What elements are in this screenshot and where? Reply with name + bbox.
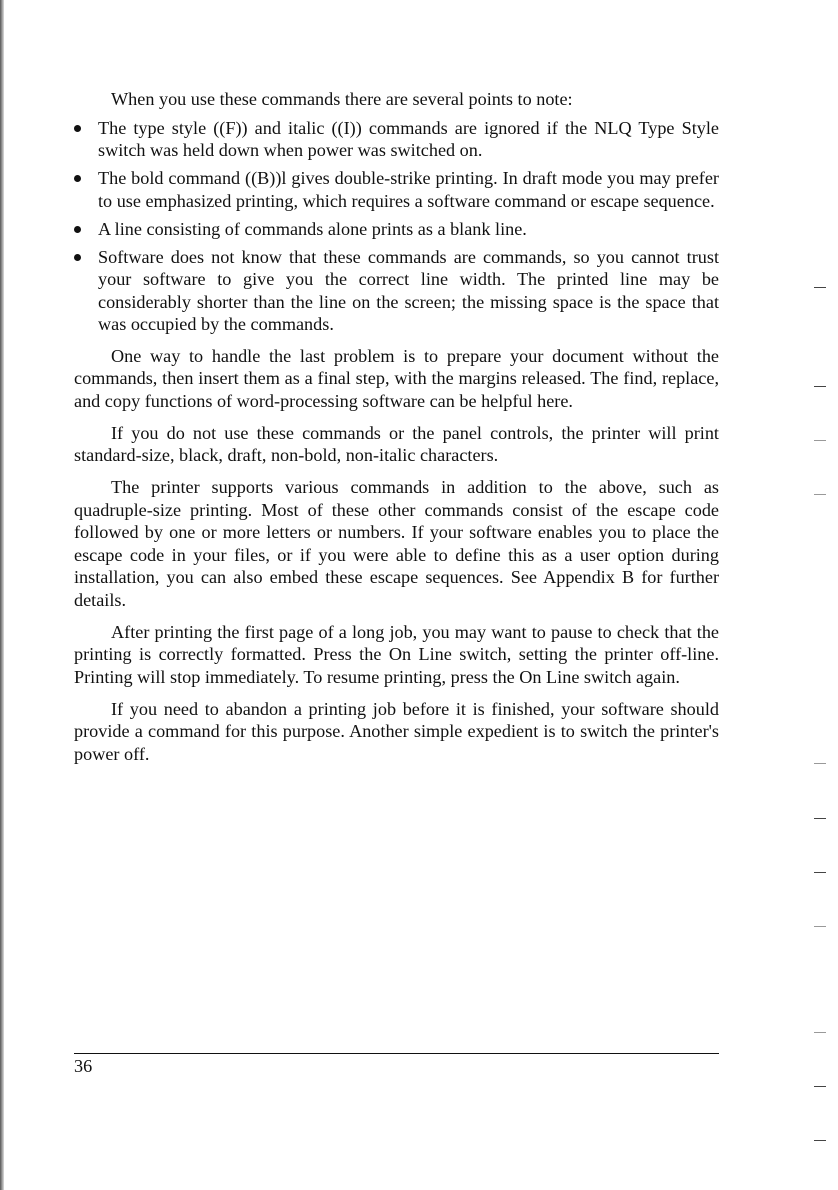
margin-mark <box>814 818 826 819</box>
paragraph: The printer supports various commands in addition to the above, such as quadruple-size printing. Most of these other commands consist of the escape code followed by one or more letters or numbers. If your software enables you to place the escape code in your files, or if you were able to define this as a user option during installation, you can also embed these escape sequences. See Appendix B for further details. <box>74 477 719 610</box>
bullet-icon <box>74 125 81 132</box>
page-body <box>74 88 719 775</box>
paragraph: If you need to abandon a printing job before it is finished, your software should provide a command for this purpose. Another simple expedient is to switch the printer's power off. <box>74 698 719 764</box>
intro-text: When you use these commands there are several points to note: <box>111 89 573 109</box>
bullet-icon <box>74 226 81 233</box>
bullet-icon <box>74 254 81 261</box>
margin-mark <box>814 872 826 873</box>
list-item-text: Software does not know that these commands are commands, so you cannot trust your software to give you the correct line width. The printed line may be considerably shorter than the line on the screen; the missing space is the space that was occupied by the commands. <box>98 246 719 334</box>
list-item-text: The type style ((F)) and italic ((I)) commands are ignored if the NLQ Type Style switch was held down when power was switched on. <box>98 117 719 160</box>
margin-mark <box>814 287 826 288</box>
list-item <box>74 218 719 241</box>
notes-list <box>74 117 719 336</box>
list-item-text: The bold command ((B))l gives double-strike printing. In draft mode you may prefer to use emphasized printing, which requires a software command or escape sequence. <box>98 168 719 211</box>
margin-mark <box>814 763 826 764</box>
list-item <box>74 246 719 336</box>
margin-mark <box>814 926 826 927</box>
list-item <box>74 167 719 212</box>
footer-rule <box>74 1053 719 1054</box>
bullet-icon <box>74 175 81 182</box>
margin-mark <box>814 1032 826 1033</box>
margin-mark <box>814 1086 826 1087</box>
scan-left-edge <box>0 0 4 1190</box>
list-item-text: A line consisting of commands alone prints as a blank line. <box>98 218 527 239</box>
paragraph: After printing the first page of a long job, you may want to pause to check that the printing is correctly formatted. Press the On Line switch, setting the printer off-line. Printing will stop immediately. To resume printing, press the On Line switch again. <box>74 621 719 687</box>
paragraph: If you do not use these commands or the panel controls, the printer will print standard-size, black, draft, non-bold, non-italic characters. <box>74 422 719 465</box>
list-item <box>74 117 719 162</box>
margin-mark <box>814 386 826 387</box>
page-number: 36 <box>74 1056 93 1076</box>
margin-mark <box>814 440 826 441</box>
paragraph: One way to handle the last problem is to prepare your document without the commands, then insert them as a final step, with the margins released. The find, replace, and copy functions of word-processing software can be helpful here. <box>74 345 719 411</box>
margin-mark <box>814 1140 826 1141</box>
margin-mark <box>814 494 826 495</box>
